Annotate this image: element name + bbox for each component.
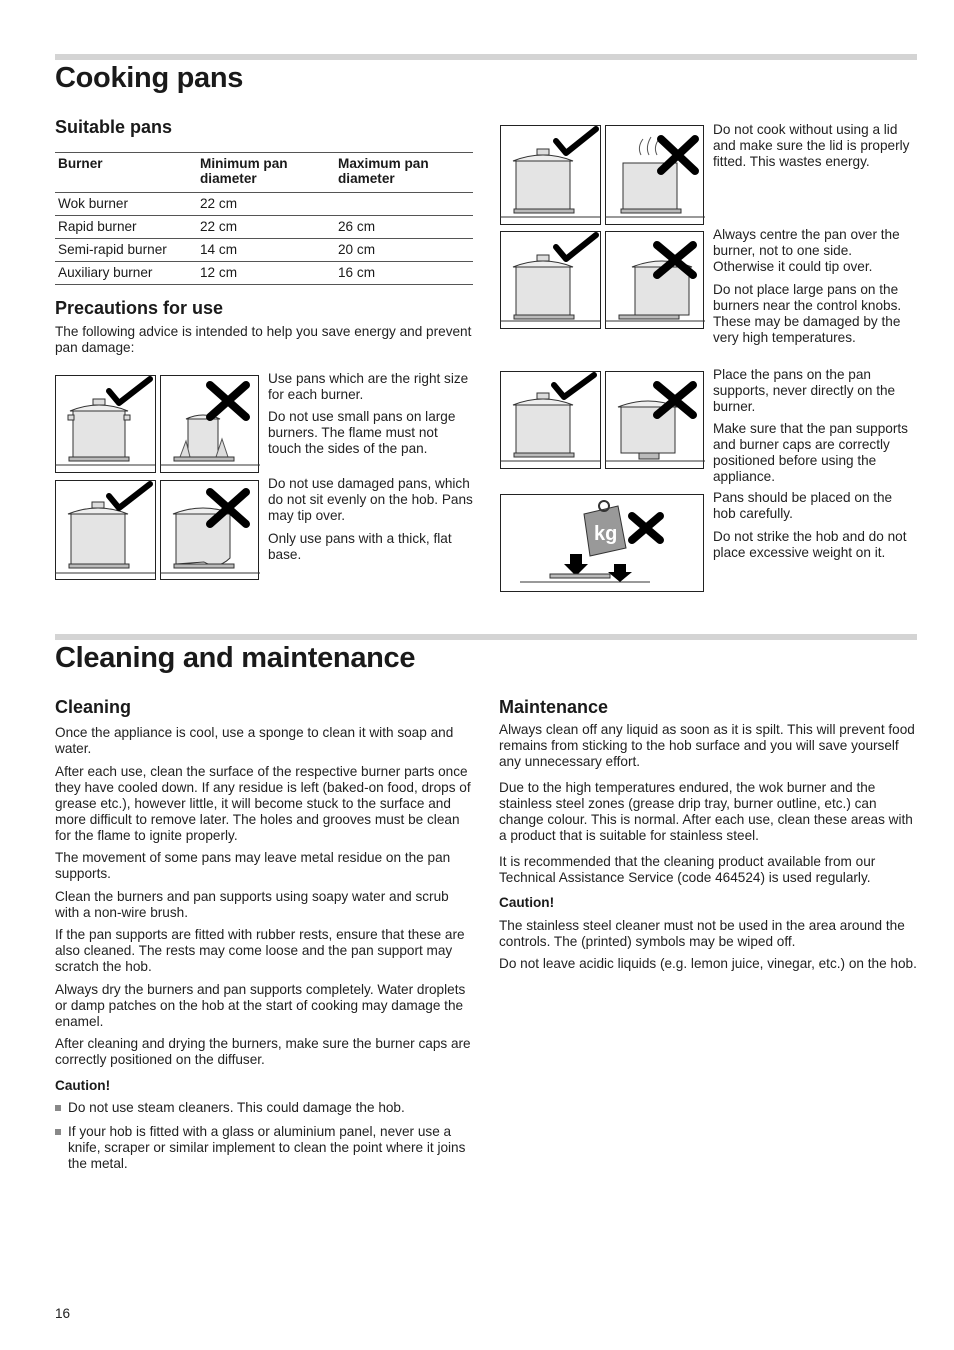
heading-maintenance: Maintenance: [499, 697, 609, 717]
cleaning-paragraph: Always dry the burners and pan supports completely. Water droplets or damp patches on the hob at the start of cooking may damage the enamel.: [55, 982, 466, 1029]
note-right-size: Use pans which are the right size for each burner.: [268, 371, 469, 402]
note-burner-caps: Make sure that the pan supports and burner caps are correctly positioned before using the appliance.: [713, 421, 908, 484]
heading-suitable-pans: Suitable pans: [55, 117, 173, 137]
table-row: [55, 239, 473, 262]
illustration-flat-pan-check: [55, 480, 157, 580]
precautions-intro: The following advice is intended to help you save energy and prevent pan damage:: [55, 324, 472, 355]
heading-precautions: Precautions for use: [55, 298, 224, 318]
table-cell: 22 cm: [197, 193, 335, 216]
section-rule-top: [55, 54, 917, 60]
illustration-centred-pan-check: [500, 231, 602, 329]
table-cell: 22 cm: [197, 216, 335, 239]
table-cell: Semi-rapid burner: [55, 239, 197, 262]
page-number: 16: [55, 1306, 71, 1321]
table-row: [55, 262, 473, 285]
table-cell: Wok burner: [55, 193, 197, 216]
table-cell: 14 cm: [197, 239, 335, 262]
cleaning-paragraph: Clean the burners and pan supports using soapy water and scrub with a non-wire brush.: [55, 889, 449, 920]
table-cell: 26 cm: [335, 216, 473, 239]
table-header: Minimum pan diameter: [197, 153, 335, 193]
bullet-text: If your hob is fitted with a glass or aluminium panel, never use a knife, scraper or similar implement to clean the point where it joins the metal.: [68, 1124, 466, 1171]
cleaning-paragraph: The movement of some pans may leave metal residue on the pan supports.: [55, 850, 451, 881]
maintenance-paragraph: Always clean off any liquid as soon as it is spilt. This will prevent food remains from sticking to the hob surface and you will save yourself any unnecessary effort.: [499, 722, 915, 769]
illustration-off-centre-pan-cross: [605, 231, 705, 329]
cleaning-paragraph: If the pan supports are fitted with rubber rests, ensure that these are also cleaned. The rests may come loose and the pan support may scratch the hob.: [55, 927, 465, 974]
section-rule-cleaning: [55, 634, 917, 640]
suitable-pans-table: [55, 152, 473, 285]
kg-label: kg: [594, 523, 618, 545]
cleaning-paragraph: After each use, clean the surface of the respective burner parts once they have cooled down. If any residue is left (baked-on food, drops of grease etc.), however little, it will become stuck to the surface and more difficult to remove later. The holes and grooves must be clean for the flame to ignite properly.: [55, 764, 471, 843]
illustration-right-size-pan-check: [55, 375, 157, 473]
table-cell: Rapid burner: [55, 216, 197, 239]
note-lid: Do not cook without using a lid and make sure the lid is properly fitted. This wastes energy.: [713, 122, 910, 169]
table-cell: 16 cm: [335, 262, 473, 285]
table-header-row: [55, 153, 473, 193]
illustration-pan-on-supports-check: [500, 371, 602, 469]
maintenance-paragraph: Due to the high temperatures endured, the wok burner and the stainless steel zones (grease drip tray, burner outline, etc.) can change colour. This is normal. After each use, clean these areas with a product that is suitable for stainless steel.: [499, 780, 913, 843]
table-cell: Auxiliary burner: [55, 262, 197, 285]
note-small-pans: Do not use small pans on large burners. The flame must not touch the sides of the pan.: [268, 409, 456, 456]
note-centre-pan: Always centre the pan over the burner, not to one side. Otherwise it could tip over.: [713, 227, 900, 274]
bullet-square-icon: [55, 1129, 61, 1135]
table-header: Maximum pan diameter: [335, 153, 473, 193]
page-title-cooking-pans: Cooking pans: [55, 62, 244, 94]
illustration-weight-on-hob-cross: [500, 494, 705, 592]
note-pan-supports: Place the pans on the pan supports, never directly on the burner.: [713, 367, 896, 414]
heading-cleaning: Cleaning: [55, 697, 132, 717]
note-place-carefully: Pans should be placed on the hob carefully.: [713, 490, 893, 521]
note-large-pans-near-knobs: Do not place large pans on the burners near the control knobs. These may be damaged by the very high temperatures.: [713, 282, 902, 345]
illustration-lid-fitted-check: [500, 125, 602, 225]
illustration-pan-on-burner-cross: [605, 371, 705, 469]
maintenance-caution-label: Caution!: [499, 895, 555, 910]
table-row: [55, 216, 473, 239]
table-row: [55, 193, 473, 216]
maintenance-paragraph: The stainless steel cleaner must not be used in the area around the controls. The (printed) symbols may be wiped off.: [499, 918, 905, 949]
table-header: Burner: [55, 153, 197, 193]
illustration-no-lid-cross: [605, 125, 705, 225]
illustration-damaged-pan-cross: [160, 480, 260, 580]
maintenance-paragraph: Do not leave acidic liquids (e.g. lemon juice, vinegar, etc.) on the hob.: [499, 956, 917, 971]
page-title-cleaning-maintenance: Cleaning and maintenance: [55, 642, 416, 674]
cleaning-paragraph: Once the appliance is cool, use a sponge to clean it with soap and water.: [55, 725, 454, 756]
cleaning-bullet: [55, 1124, 473, 1174]
cleaning-bullet: [55, 1100, 473, 1120]
table-cell: [335, 193, 473, 216]
note-damaged-pans: Do not use damaged pans, which do not sit evenly on the hob. Pans may tip over.: [268, 476, 473, 523]
illustration-small-pan-large-burner-cross: [160, 375, 260, 473]
table-cell: 12 cm: [197, 262, 335, 285]
cleaning-caution-label: Caution!: [55, 1078, 111, 1093]
table-cell: 20 cm: [335, 239, 473, 262]
maintenance-paragraph: It is recommended that the cleaning product available from our Technical Assistance Service (code 464524) is used regularly.: [499, 854, 876, 885]
cleaning-paragraph: After cleaning and drying the burners, make sure the burner caps are correctly positioned on the diffuser.: [55, 1036, 471, 1067]
bullet-text: Do not use steam cleaners. This could damage the hob.: [68, 1100, 405, 1115]
note-flat-base: Only use pans with a thick, flat base.: [268, 531, 452, 562]
bullet-square-icon: [55, 1105, 61, 1111]
note-no-weight: Do not strike the hob and do not place excessive weight on it.: [713, 529, 907, 560]
